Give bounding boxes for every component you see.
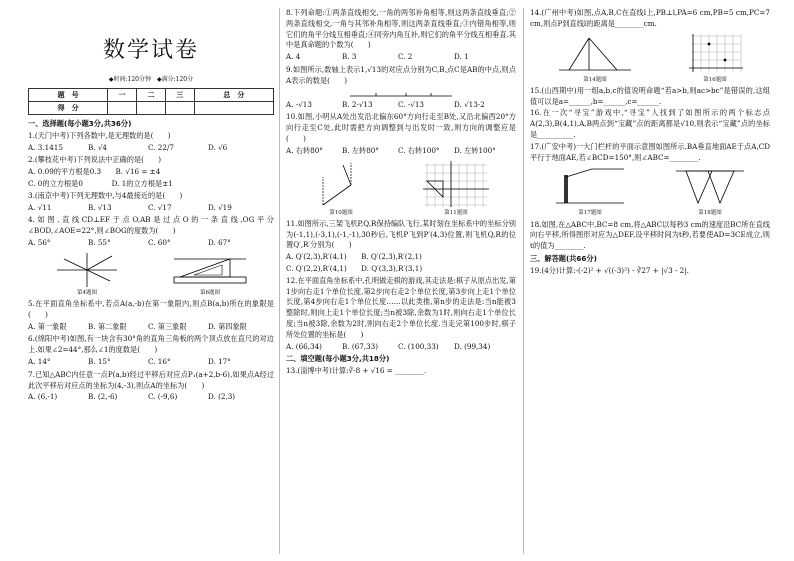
option: C. 2 [398,52,413,62]
question-14: 14.(广州中考)如图,点A,B,C在直线l上,PB⊥l,PA=6 cm,PB=5 cm,PC=7 cm,则点P到直线l的距离是________cm. [530,8,770,28]
section-heading: 三、解答题(共66分) [530,254,597,264]
ruler-triangle-diagram [170,251,250,289]
options-8 [286,52,516,63]
options-12 [286,342,516,353]
figure-18 [672,165,748,217]
option: A. 56° [28,237,51,247]
option: A. (66,34) [286,341,322,351]
figure-caption: 第4题图 [77,289,97,296]
figure-caption: 第16题图 [703,76,727,83]
table-cell: 得 分 [29,102,108,115]
figure-6 [170,251,250,297]
coordinate-grid-diagram [421,159,491,209]
question-2: 2.(攀枝花中考)下列说法中正确的是( ) [28,155,162,165]
option: A. 3.1415 [28,142,63,152]
option: D. √13-2 [454,99,485,109]
table-cell: 总 分 [194,89,273,102]
option: B. √4 [88,142,108,152]
option: A. 第一象限 [28,321,67,331]
option: D. (2,3) [208,392,236,402]
figure-caption: 第10题图 [329,209,353,216]
figure-row [530,165,770,217]
table-cell: 三 [165,89,194,102]
option: C. 16° [148,357,171,366]
question-17: 17.(广安中考)一大门栏杆的平面示意图如图所示,BA垂直地面AE于点A,CD平行于地面AE,若∠BCD=150°,则∠ABC=________. [530,141,770,162]
option: D. √19 [208,202,232,212]
number-line-diagram [346,88,456,100]
table-cell: 二 [137,89,166,102]
options-6 [28,357,274,368]
question-1: 1.(天门中考)下列各数中,是无理数的是( ) [28,130,171,140]
option: B. (2,-6) [88,392,118,402]
option: A. 右转80° [286,145,323,155]
question-11: 11.如图所示,三架飞机P,Q,R保持编队飞行,某时刻在坐标系中的坐标分别为(-1,1),(-3,1),(-1,-1),30秒后,飞机P飞到P′(4,3)位置,则飞机Q,R的位置Q′,R′分别为( ) [286,218,516,250]
figure-row [286,159,516,217]
column-right [530,8,770,556]
option-line: A. 0.09的平方根是0.3 B. √16 = ±4 [28,167,161,177]
question-5: 5.在平面直角坐标系中,若点A(a,-b)在第一象限内,则点B(a,b)所在的象限是( ) [28,299,274,319]
option: C. 22/7 [148,142,174,152]
figure-14 [555,32,635,84]
option: A. 4 [286,52,301,62]
options-3 [28,203,274,214]
option: C. -√13 [398,99,424,109]
question-8: 8.下列命题:①两条直线相交,一角的两邻补角相等,则这两条直线垂直;②两条直线相交,一角与其邻补角相等,则这两条直线垂直;③内错角相等,则它们的角平分线互相垂直;④同旁内角互补,则它们的角平分线互相垂直.其中是真命题的个数为( ) [286,8,516,50]
option-line: C. 0的立方根是0 D. 1的立方根是±1 [28,178,173,188]
question-19: 19.(4分)计算:-(-2)² + √((-3)²) - ∛27 + |√3 - 2|. [530,265,689,275]
column-divider [279,8,280,554]
options-5 [28,322,274,333]
option: C. 右转100° [398,145,440,155]
option: C. √17 [148,202,172,212]
option: A. 14° [28,357,51,366]
option-line: C. Q′(2,2),R′(4,1) D. Q′(3,3),R′(3,1) [286,264,423,273]
column-left [28,8,274,556]
question-16: 16.在一次“寻宝”游戏中,“寻宝”人找到了如图所示的两个标志点A(2,3),B(4,1),A,B两点到“宝藏”点的距离都是√10,则表示“宝藏”点的坐标是__________. [530,108,770,140]
option: D. 1 [454,52,469,62]
section-heading: 一、选择题(每小题3分,共36分) [28,119,132,128]
table-cell [194,102,273,115]
question-13: 13.(淄博中考)计算:∛-8 + √16 = ________. [286,366,427,376]
figure-row [530,32,770,84]
question-7: 7.已知△ABC内任意一点P(a,b)经过平移后对应点P₁(a+2,b-6),如果点A经过此次平移后对应点的坐标为(4,-3),则点A的坐标为( ) [28,369,274,390]
option: B. 左转80° [342,145,379,155]
figure-4 [52,251,122,297]
figure-17 [552,165,628,217]
question-15: 15.(山西期中)用一组a,b,c的值说明命题“若a>b,则ac>bc”是错误的,这组值可以是a=______,b=______,c=______. [530,85,770,106]
option: A. √11 [28,202,52,212]
figure-16 [685,32,745,84]
translated-triangles-diagram [672,165,748,209]
figure-row [28,251,274,297]
table-cell: 一 [108,89,137,102]
table-row [29,102,274,115]
option: A. -√13 [286,99,312,109]
option: C. 第三象限 [148,321,187,331]
column-divider [523,8,524,554]
option: D. √6 [208,142,228,152]
question-6: 6.(绵阳中考)如图,有一块含有30°角的直角三角板的两个顶点放在直尺的对边上.如果∠2=44°,那么∠1的度数是( ) [28,334,274,355]
column-middle [286,8,516,556]
table-cell [165,102,194,115]
figure-caption: 第14题图 [583,76,607,83]
options-10 [286,146,516,157]
options-7 [28,392,274,403]
question-9: 9.如图所示,数轴上表示1,√13的对应点分别为C,B,点C是AB的中点,则点A表示的数是( ) [286,64,516,85]
option: D. (99,34) [454,341,491,351]
direction-path-diagram [311,159,371,209]
option: B. 第二象限 [88,321,127,331]
question-4: 4.如图,直线CD⊥EF于点O,AB是过点O的一条直线,OG平分∠BOD,∠AOE=22°,则∠BOG的度数为( ) [28,215,274,236]
options-4 [28,238,274,249]
option: B. 15° [88,357,111,366]
question-12: 12.在平面直角坐标系中,孔明做走棋的游戏,其走法是:棋子从原点出发,第1步向右走1个单位长度,第2步向右走2个单位长度,第3步向上走1个单位长度,第4步向右走1个单位长度……以此类推,第n步的走法是:当n能被3整除时,则向上走1个单位长度;当n被3除,余数为1时,则向右走1个单位长度;当n被3除,余数为2时,则向右走2个单位长度.当走完第100步时,棋子所处位置的坐标是( ) [286,275,516,339]
options-1 [28,143,274,154]
question-18: 18.如图,在△ABC中,BC=8 cm,将△ABC以每秒3 cm的速度沿BC所在直线向右平移,所得图形对应为△DEF,设平移时间为t秒,若要使AD=3CE成立,则t的值为________. [530,219,770,251]
option: B. 2-√13 [342,99,373,109]
options-9 [286,100,516,111]
option: D. 左转100° [454,145,496,155]
gate-barrier-diagram [552,165,628,209]
option: C. (100,33) [398,341,439,351]
option: D. 67° [208,237,231,247]
intersecting-lines-diagram [52,251,122,289]
question-10: 10.如图,小明从A处出发沿北偏东60°方向行走至B处,又沿北偏西20°方向行走至C处,此时需把方向调整到与出发时一致,则方向的调整应是( ) [286,112,516,143]
question-3: 3.(南京中考)下列无理数中,与4最接近的是( ) [28,190,183,200]
figure-10 [311,159,371,217]
figure-caption: 第6题图 [200,289,220,296]
option: B. √13 [88,202,112,212]
figure-caption: 第11题图 [444,209,468,216]
figure-caption: 第18题图 [698,210,722,217]
option: A. (6,-1) [28,392,58,402]
option: B. 55° [88,237,111,247]
option: B. 3 [342,52,357,62]
option: D. 17° [208,357,231,366]
page-title: 数学试卷 [102,38,199,63]
figure-caption: 第17题图 [578,210,602,217]
figure-11 [421,159,491,217]
option: B. (67,33) [342,341,379,351]
table-cell: 题 号 [29,89,108,102]
option: C. (-9,6) [148,392,178,402]
point-line-diagram [555,32,635,76]
score-table [28,88,274,115]
table-cell [137,102,166,115]
table-row [29,89,274,102]
exam-meta: ◆时间:120分钟 ◆满分:120分 [108,76,194,83]
table-cell [108,102,137,115]
option: C. 60° [148,237,171,247]
section-heading: 二、填空题(每小题3分,共18分) [286,354,390,364]
option-line: A. Q′(2,3),R′(4,1) B. Q′(2,3),R′(2,1) [286,252,422,262]
option: D. 第四象限 [208,321,247,331]
treasure-grid-diagram [685,32,745,76]
